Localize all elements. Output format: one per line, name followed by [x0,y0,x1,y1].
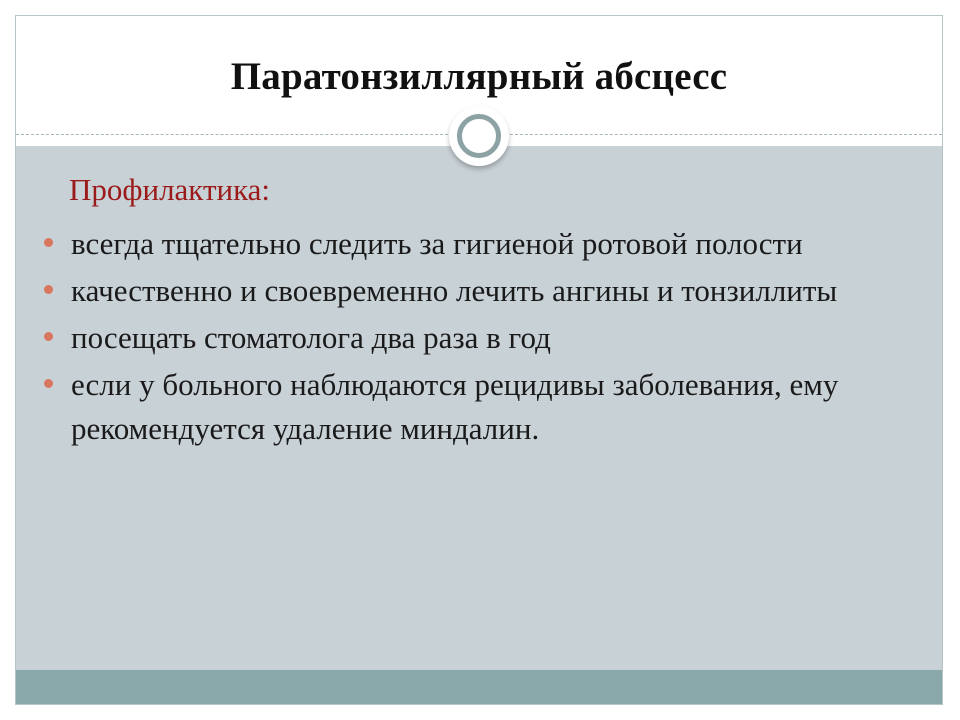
bullet-dot-icon [44,238,53,247]
list-item [42,363,902,451]
list-item-text: всегда тщательно следить за гигиеной ротовой полости [71,226,803,261]
list-item-text: качественно и своевременно лечить ангины и тонзиллиты [71,273,838,308]
slide-title: Паратонзиллярный абсцесс [230,55,728,98]
list-item-text: посещать стоматолога два раза в год [71,320,551,355]
bullet-dot-icon [44,332,53,341]
ring-ornament-icon [449,106,509,166]
bullet-dot-icon [44,285,53,294]
list-item [42,269,902,313]
slide-frame [15,15,943,705]
bullet-dot-icon [44,379,53,388]
bullet-list [42,222,902,454]
list-item-text: если у больного наблюдаются рецидивы заболевания, ему рекомендуется удаление миндалин. [71,367,839,446]
section-subheading: Профилактика: [69,172,271,207]
ornament-ring [457,114,501,158]
list-item [42,316,902,360]
list-item [42,222,902,266]
bottom-bar [16,670,942,705]
